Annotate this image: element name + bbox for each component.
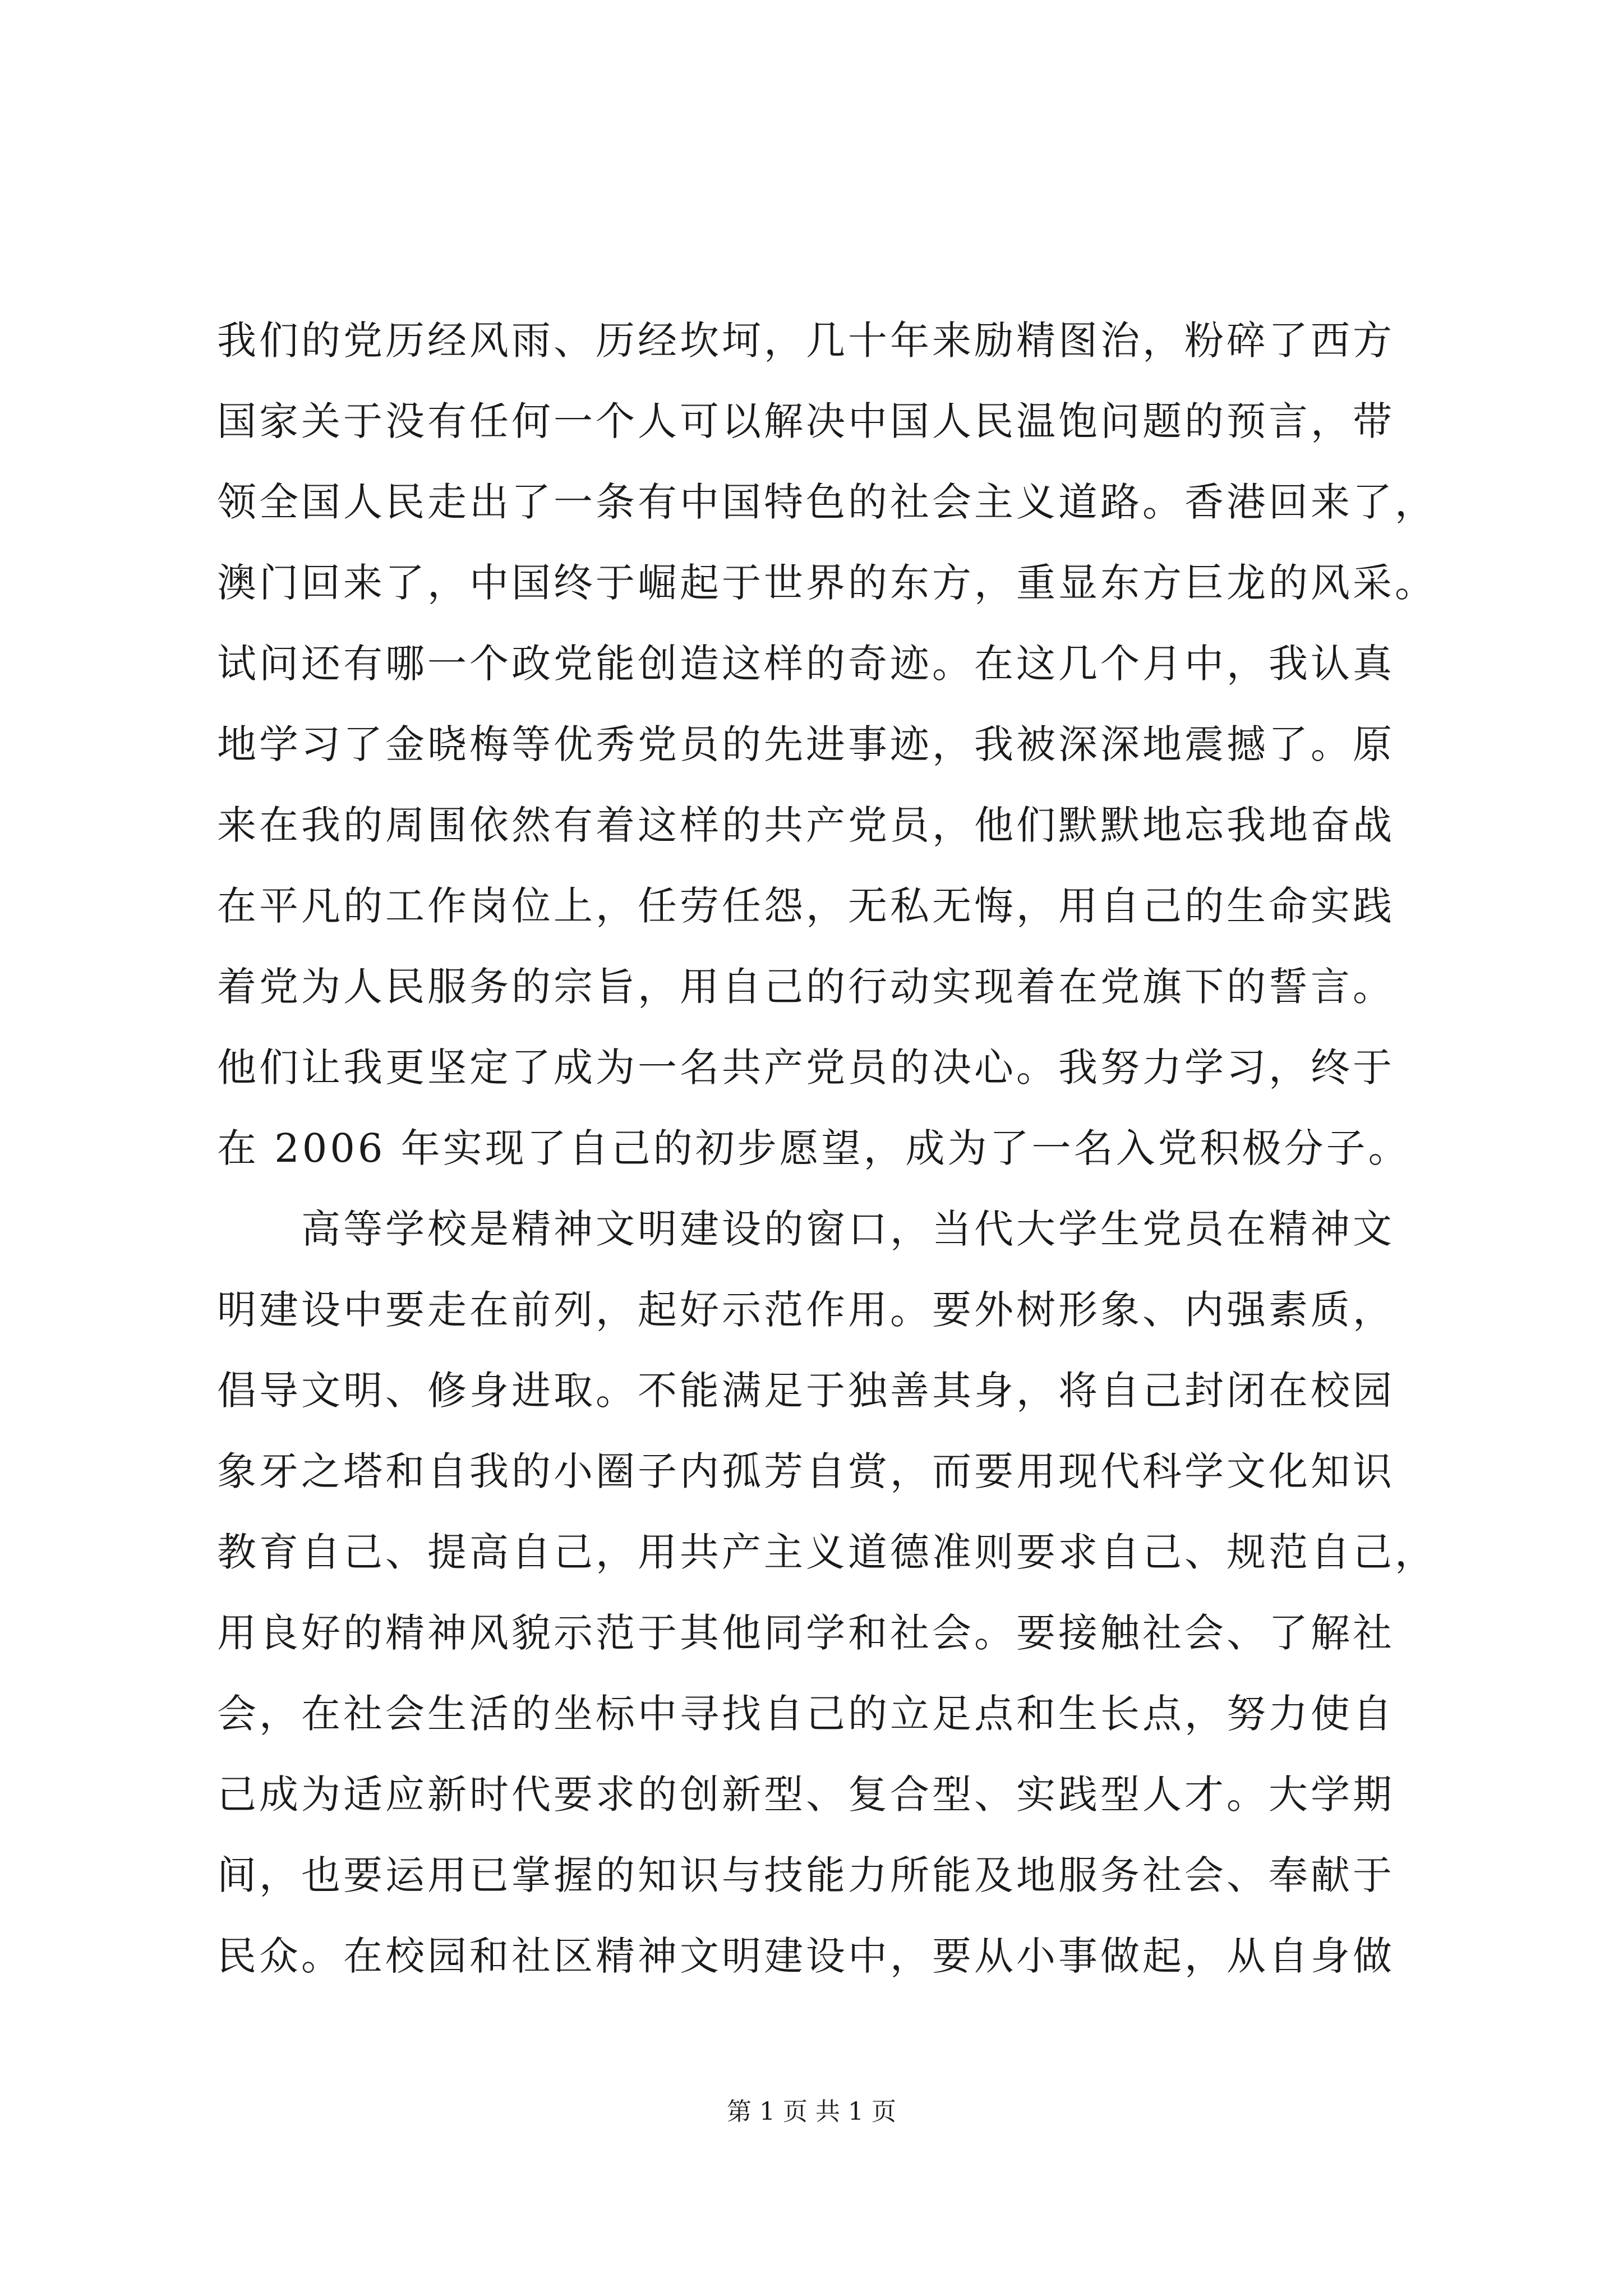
text-line: 澳门回来了，中国终于崛起于世界的东方，重显东方巨龙的风采。 [217,560,1437,606]
page-footer [0,2095,1623,2129]
text-line: 倡导文明、修身进取。不能满足于独善其身，将自己封闭在校园 [217,1368,1395,1414]
text-line: 我们的党历经风雨、历经坎坷，几十年来励精图治，粉碎了西方 [217,318,1395,364]
text-line: 己成为适应新时代要求的创新型、复合型、实践型人才。大学期 [217,1772,1395,1818]
document-body [217,300,1462,1996]
text-line: 会，在社会生活的坐标中寻找自己的立足点和生长点，努力使自 [217,1691,1395,1737]
text-line: 试问还有哪一个政党能创造这样的奇迹。在这几个月中，我认真 [217,641,1395,687]
text-line: 来在我的周围依然有着这样的共产党员，他们默默地忘我地奋战 [217,802,1395,848]
text-line: 地学习了金晓梅等优秀党员的先进事迹，我被深深地震撼了。原 [217,721,1395,767]
text-line: 象牙之塔和自我的小圈子内孤芳自赏，而要用现代科学文化知识 [217,1448,1395,1494]
text-line: 着党为人民服务的宗旨，用自己的行动实现着在党旗下的誓言。 [217,964,1395,1010]
text-line: 民众。在校园和社区精神文明建设中，要从小事做起，从自身做 [217,1933,1395,1979]
text-line: 教育自己、提高自己，用共产主义道德准则要求自己、规范自己， [217,1529,1437,1575]
text-line: 在 2006 年实现了自己的初步愿望，成为了一名入党积极分子。 [217,1125,1410,1171]
text-line: 领全国人民走出了一条有中国特色的社会主义道路。香港回来了， [217,479,1437,525]
text-line: 用良好的精神风貌示范于其他同学和社会。要接触社会、了解社 [217,1610,1395,1656]
text-line: 他们让我更坚定了成为一名共产党员的决心。我努力学习，终于 [217,1045,1395,1091]
text-line: 国家关于没有任何一个人可以解决中国人民温饱问题的预言，带 [217,398,1395,444]
text-line: 间，也要运用已掌握的知识与技能力所能及地服务社会、奉献于 [217,1852,1395,1898]
text-line: 明建设中要走在前列，起好示范作用。要外树形象、内强素质， [217,1287,1395,1333]
text-line: 在平凡的工作岗位上，任劳任怨，无私无悔，用自己的生命实践 [217,883,1395,929]
paragraph-start-line: 高等学校是精神文明建设的窗口，当代大学生党员在精神文 [217,1206,1395,1252]
page-number-label: 第 1 页 共 1 页 [727,2097,896,2126]
